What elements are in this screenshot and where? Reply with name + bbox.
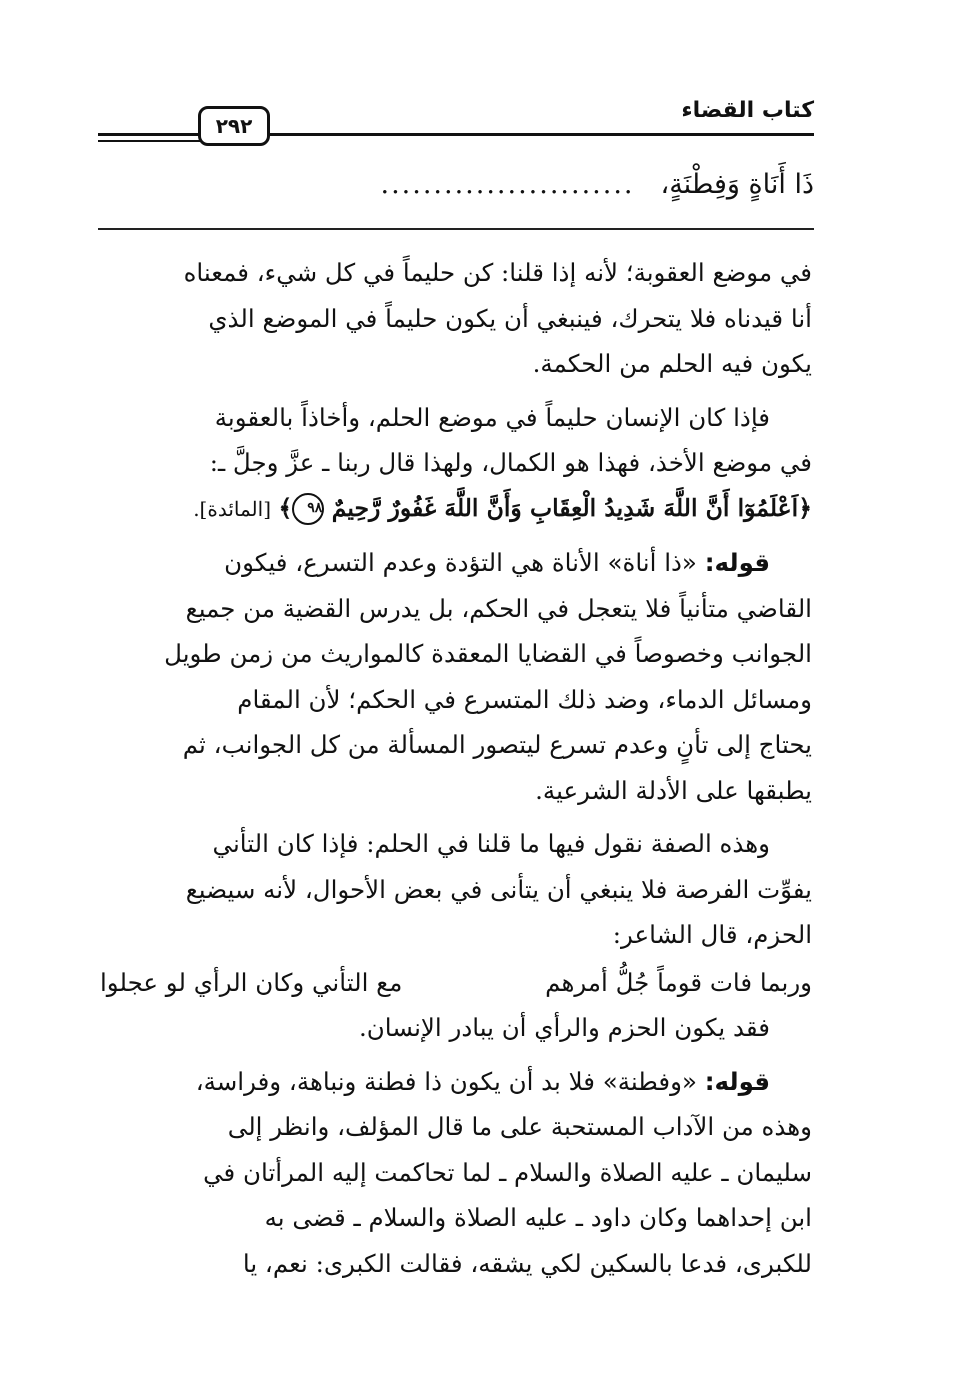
text-line: ومسائل الدماء، وضد ذلك المتسرع في الحكم؛ لأن المقام [237, 684, 812, 714]
text-run: فلا بد أن يكون ذا فطنة ونباهة، وفراسة، [195, 1066, 595, 1096]
text-line: القاضي متأنياً فلا يتعجل في الحكم، بل يدرس القضية من جميع [185, 593, 812, 623]
text-line: الحزم، قال الشاعر: [612, 920, 812, 949]
verse-text: اَعْلَمُوٓا أَنَّ اللَّهَ شَدِيدُ الْعِقَابِ وَأَنَّ اللَّهَ غَفُورٌ رَّحِيمٌ [331, 493, 799, 522]
matn-dots: ........................ [380, 169, 635, 200]
verse-close-bracket: ﴾ [278, 493, 293, 522]
qawluhu-label: قوله: [704, 1066, 770, 1096]
book-title: كتاب القضاء [681, 98, 814, 123]
header-rule-secondary [98, 140, 204, 142]
verse-number-icon: ٩٨ [292, 493, 324, 525]
text-line: سليمان ـ عليه الصلاة والسلام ـ لما تحاكمت إليه المرأتان في [203, 1157, 812, 1187]
poem-first-hemistich: وربما فات قوماً جُلُّ أمرهم [545, 967, 812, 997]
paragraph-start [100, 1059, 812, 1105]
quoted-term: «وفطنة» [602, 1066, 697, 1096]
text-line: في موضع العقوبة؛ لأنه إذا قلنا: كن حليماً في كل شيء، فمعناه [183, 258, 812, 287]
poem-second-hemistich: مع التأني وكان الرأي لو عجلوا [100, 967, 403, 997]
text-line: للكبرى، فدعا بالسكين لكي يشقه، فقالت الكبرى: نعم، يا [242, 1248, 812, 1278]
text-run: الأناة هي التؤدة وعدم التسرع، فيكون [224, 548, 600, 577]
matn-divider [98, 228, 814, 230]
page-number: ٢٩٢ [198, 106, 270, 146]
matn-text: ذَا أَنَاةٍ وَفِطْنَةٍ، [660, 169, 814, 200]
text-line: وهذه الصفة نقول فيها ما قلنا في الحلم: فإذا كان التأني [212, 829, 770, 858]
text-line: في موضع الأخذ، فهذا هو الكمال، ولهذا قال ربنا ـ عزَّ وجلَّ ـ: [209, 448, 812, 477]
matn-line [138, 165, 814, 205]
text-line: يحتاج إلى تأنٍ وعدم تسرع ليتصور المسألة من كل الجوانب، ثم [182, 730, 812, 759]
running-header [98, 88, 814, 150]
paragraph-start [100, 540, 812, 586]
text-line: يطبقها على الأدلة الشرعية. [535, 775, 812, 805]
text-line: الجوانب وخصوصاً في القضايا المعقدة كالمواريث من زمن طويل [164, 639, 812, 668]
text-line: فقد يكون الحزم والرأي أن يبادر الإنسان. [359, 1013, 770, 1042]
text-line: فإذا كان الإنسان حليماً في موضع الحلم، وأخاذاً بالعقوبة [214, 402, 770, 432]
text-line: ابن إحداهما وكان داود ـ عليه الصلاة والسلام ـ قضى به [264, 1203, 812, 1232]
surah-reference: [المائدة]. [193, 496, 271, 521]
poem-verse [100, 960, 812, 1006]
verse-open-bracket: ﴿ [798, 493, 812, 522]
text-line: يفوِّت الفرصة فلا ينبغي أن يتأنى في بعض الأحوال، لأنه سيضيع [185, 874, 812, 904]
quran-verse [100, 486, 812, 533]
qawluhu-label: قوله: [704, 548, 770, 577]
page-body [100, 250, 812, 1286]
text-line: يكون فيه الحلم من الحكمة. [532, 349, 812, 378]
quoted-term: «ذا أناة» [607, 548, 697, 577]
text-line: وهذه من الآداب المستحبة على ما قال المؤلف، وانظر إلى [227, 1112, 812, 1141]
text-line: أنا قيدناه فلا يتحرك، فينبغي أن يكون حليماً في الموضع الذي [208, 303, 812, 333]
